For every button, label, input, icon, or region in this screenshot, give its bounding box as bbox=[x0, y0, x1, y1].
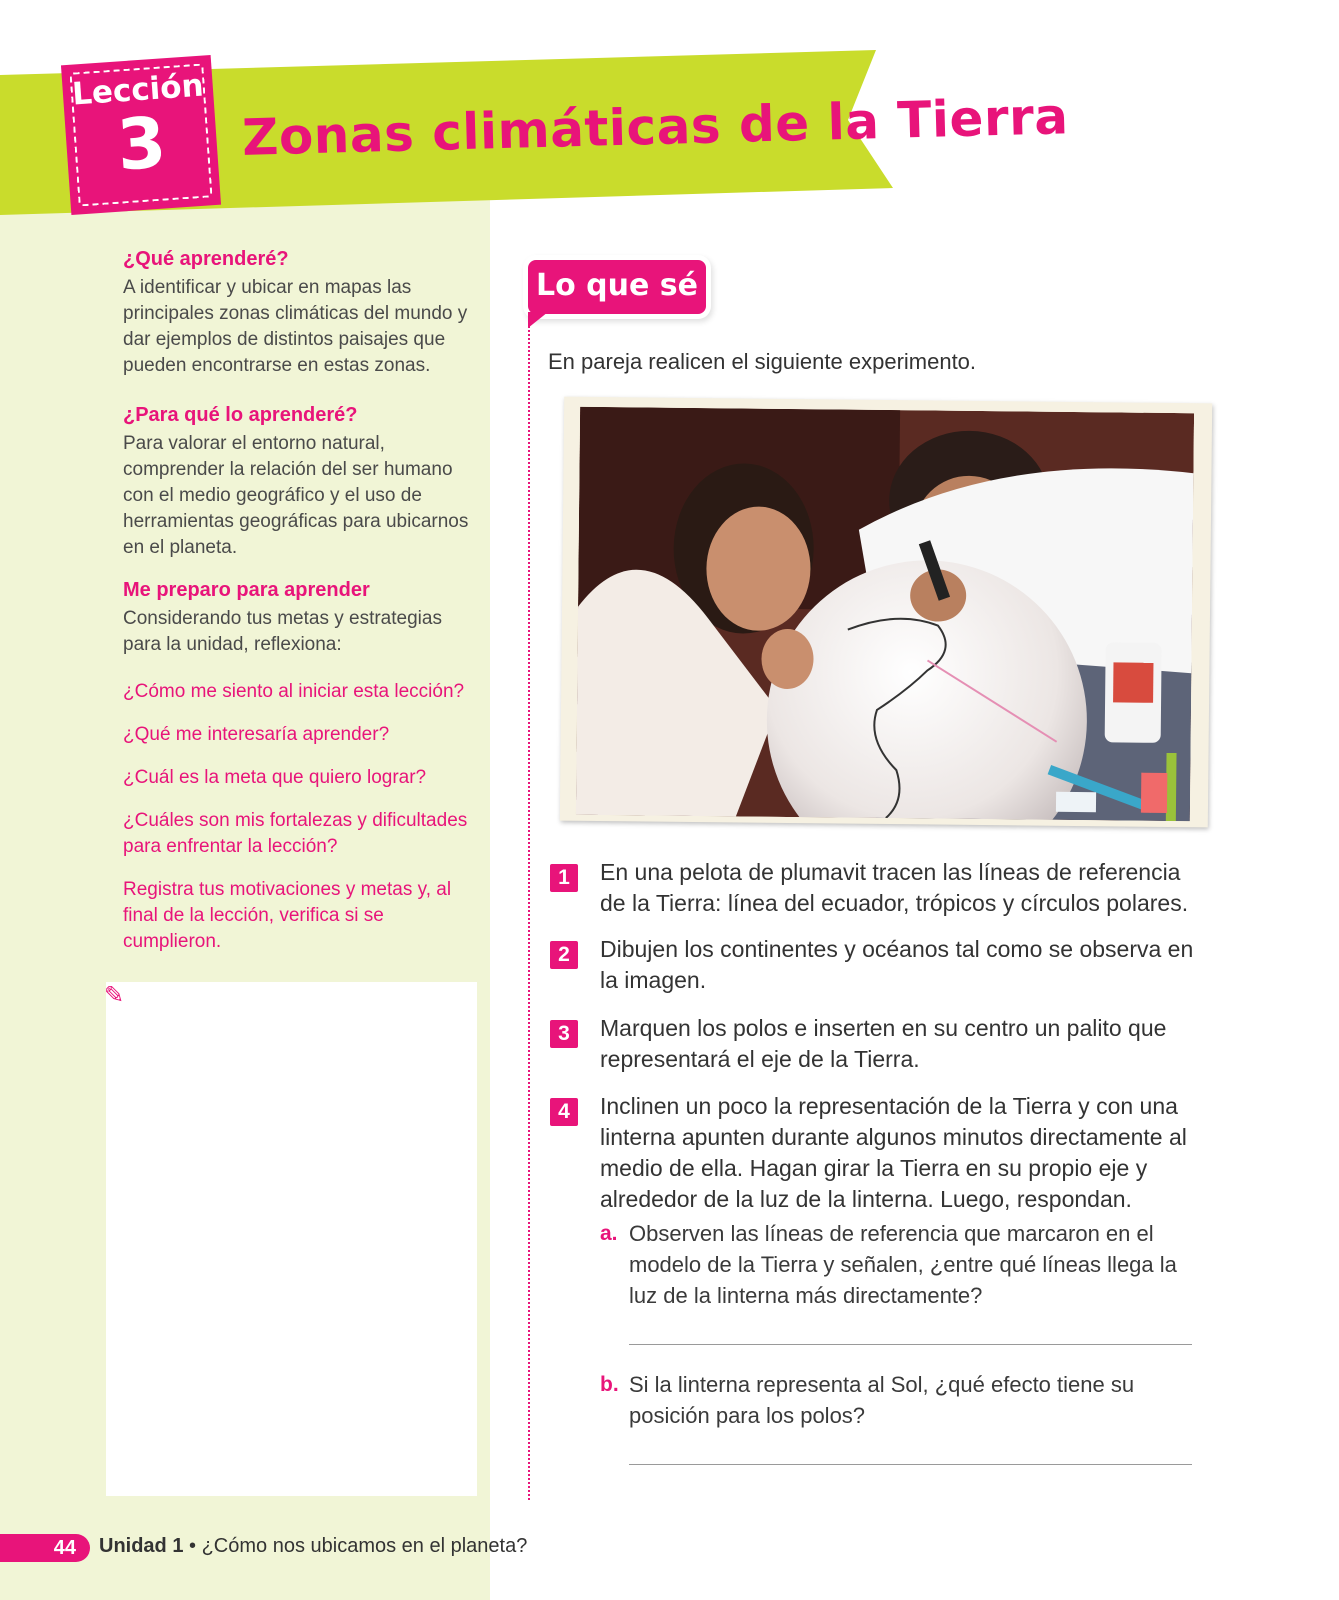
lesson-word: Lección bbox=[70, 67, 205, 113]
section-tag-tail bbox=[528, 312, 548, 328]
sidebar-closing-text: Registra tus motivaciones y metas y, al final de la lección, verifica si se cumplieron. bbox=[123, 879, 452, 952]
pencil-icon: ✎ bbox=[104, 982, 125, 1009]
page-title: Zonas climáticas de la Tierra bbox=[241, 87, 1070, 167]
subquestion-text: Observen las líneas de referencia que marcaron en el modelo de la Tierra y señalen, ¿entre qué líneas llega la luz de la linterna más directamente? bbox=[629, 1221, 1177, 1308]
sidebar-heading-what: ¿Qué aprenderé? bbox=[123, 248, 289, 270]
photo-frame bbox=[560, 397, 1212, 828]
footer-unit-label: Unidad 1 bbox=[99, 1535, 184, 1557]
lesson-number: 3 bbox=[114, 101, 169, 187]
step-text: En una pelota de plumavit tracen las líneas de referencia de la Tierra: línea del ecuador, trópicos y círculos polares. bbox=[600, 859, 1189, 916]
sidebar-closing bbox=[123, 877, 453, 955]
step-number: 4 bbox=[550, 1098, 578, 1126]
reflection-question bbox=[123, 808, 478, 860]
answer-line-a[interactable] bbox=[629, 1344, 1192, 1345]
step-text: Dibujen los continentes y océanos tal como se observa en la imagen. bbox=[600, 936, 1194, 993]
column-divider bbox=[528, 318, 530, 1500]
sidebar-text-prepare: Considerando tus metas y estrategias para la unidad, reflexiona: bbox=[123, 608, 442, 655]
footer-bullet: • bbox=[189, 1535, 197, 1557]
section-tag bbox=[528, 260, 706, 314]
sidebar-heading-prepare: Me preparo para aprender bbox=[123, 579, 370, 601]
subquestion-letter: a. bbox=[600, 1222, 618, 1245]
reflection-question-text: ¿Cómo me siento al iniciar esta lección? bbox=[123, 681, 465, 702]
students-globe-photo bbox=[576, 407, 1194, 821]
reflection-question bbox=[123, 679, 478, 705]
subquestion-text: Si la linterna representa al Sol, ¿qué efecto tiene su posición para los polos? bbox=[629, 1372, 1135, 1428]
reflection-question-text: ¿Cuál es la meta que quiero lograr? bbox=[123, 767, 427, 788]
step-number: 1 bbox=[550, 864, 578, 892]
reflection-question bbox=[123, 765, 478, 791]
footer-unit bbox=[99, 1535, 527, 1558]
step-number: 2 bbox=[550, 941, 578, 969]
step-number: 3 bbox=[550, 1020, 578, 1048]
page-number: 44 bbox=[0, 1534, 90, 1562]
step-text: Marquen los polos e inserten en su centro un palito que representará el eje de la Tierra. bbox=[600, 1015, 1167, 1072]
subquestion-letter: b. bbox=[600, 1373, 619, 1396]
sidebar-section-prepare bbox=[123, 579, 478, 658]
sidebar-text-what: A identificar y ubicar en mapas las principales zonas climáticas del mundo y dar ejemplos de distintos paisajes que pueden encontrarse en estas zonas. bbox=[123, 277, 468, 376]
answer-line-b[interactable] bbox=[629, 1464, 1192, 1465]
sidebar-section-why bbox=[123, 404, 478, 561]
sidebar-section-what bbox=[123, 248, 478, 379]
reflection-question bbox=[123, 722, 478, 748]
lesson-badge bbox=[61, 55, 221, 215]
footer-unit-title: ¿Cómo nos ubicamos en el planeta? bbox=[201, 1535, 528, 1557]
step-text: Inclinen un poco la representación de la Tierra y con una linterna apunten durante algunos minutos directamente al medio de ella. Hagan girar la Tierra en su propio eje y alrededor de la luz de la linterna. Luego, respondan. bbox=[600, 1093, 1187, 1212]
notes-area[interactable] bbox=[106, 982, 477, 1496]
intro-text: En pareja realicen el siguiente experimento. bbox=[548, 349, 977, 374]
reflection-question-text: ¿Cuáles son mis fortalezas y dificultades para enfrentar la lección? bbox=[123, 810, 468, 857]
section-tag-label: Lo que sé bbox=[536, 268, 698, 303]
sidebar-heading-why: ¿Para qué lo aprenderé? bbox=[123, 404, 358, 426]
reflection-question-text: ¿Qué me interesaría aprender? bbox=[123, 724, 390, 745]
sidebar-text-why: Para valorar el entorno natural, comprender la relación del ser humano con el medio geográfico y el uso de herramientas geográficas para ubicarnos en el planeta. bbox=[123, 433, 469, 558]
